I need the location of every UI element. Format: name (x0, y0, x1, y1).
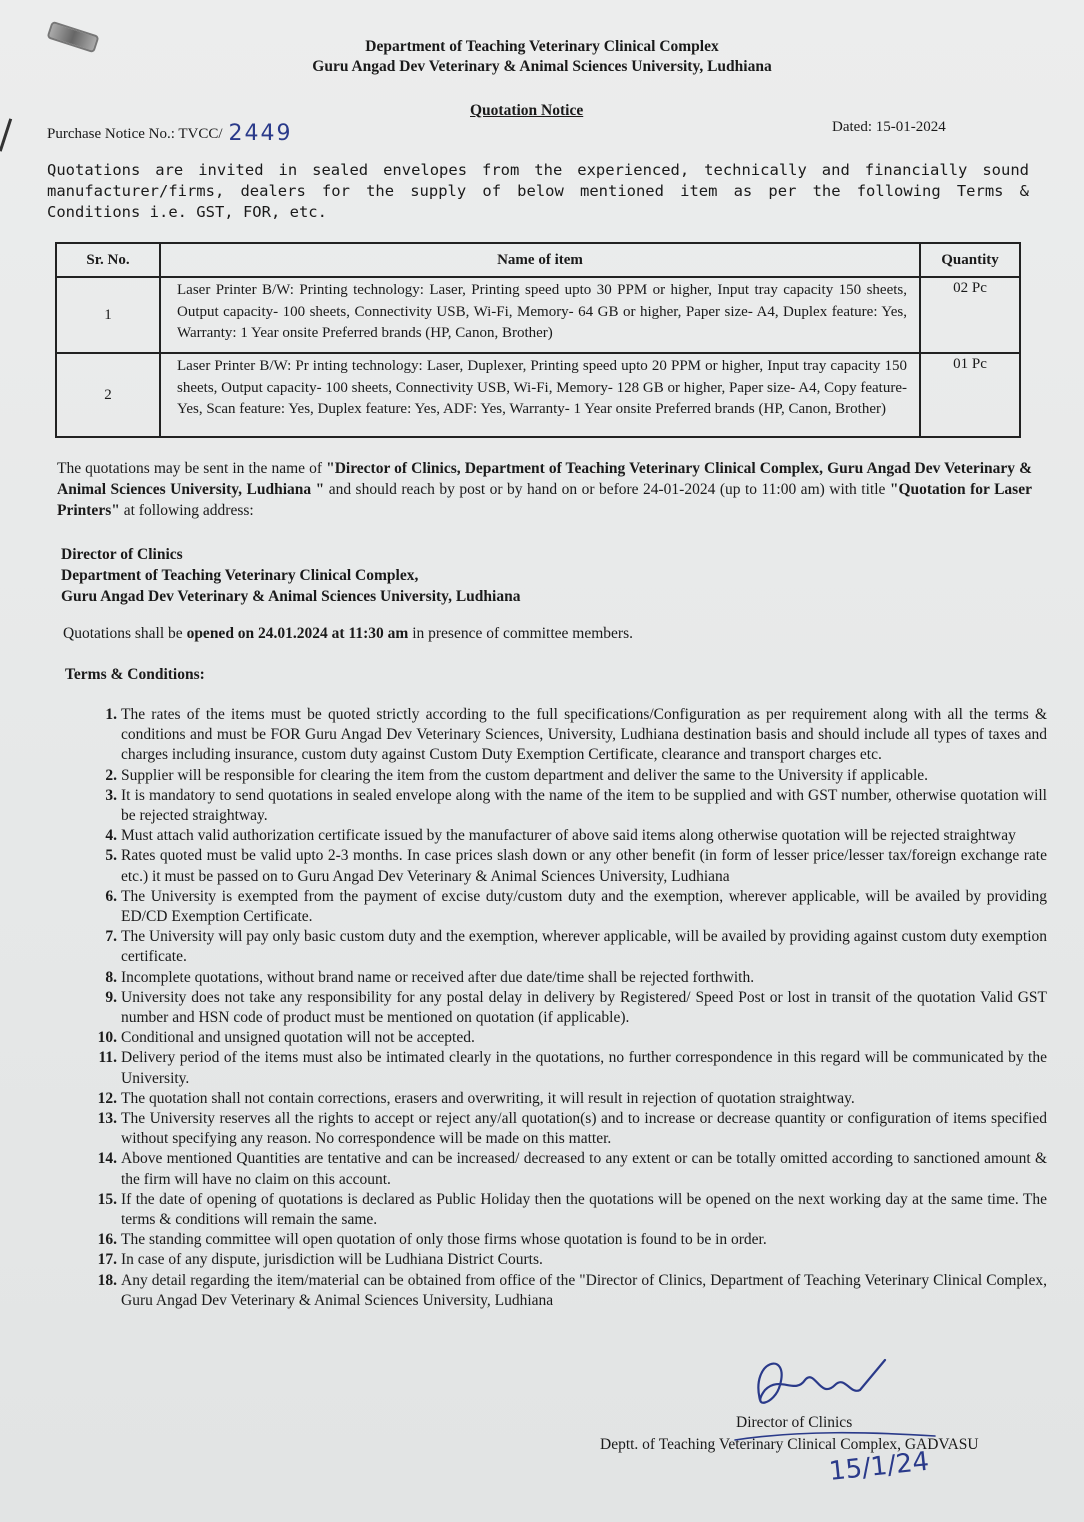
list-item (62, 826, 1047, 846)
term-text: The quotation shall not contain corrections, erasers and overwriting, it will result in rejection of quotation straightway. (121, 1089, 855, 1107)
list-item (62, 968, 1047, 988)
addressee-name: "Director of Clinics, Department of Teaching Veterinary Clinical Complex, Guru Angad Dev Veterinary & Animal Sciences University, Ludhiana " (57, 460, 1032, 498)
purchase-label: Purchase Notice No.: TVCC/ (47, 126, 223, 142)
intro-paragraph: Quotations are invited in sealed envelopes from the experienced, technically and financially sound manufacturer/firms, dealers for the supply of below mentioned item as per the following Terms & Conditions i.e. GST, FOR, etc. (47, 161, 1029, 221)
list-item (62, 846, 1047, 886)
term-number: 6. (105, 887, 117, 905)
term-number: 13. (97, 1110, 117, 1128)
term-text: Conditional and unsigned quotation will not be accepted. (121, 1029, 475, 1047)
term-number: 11. (98, 1049, 117, 1067)
term-number: 9. (105, 988, 117, 1006)
term-number: 8. (105, 968, 117, 986)
term-text: Delivery period of the items must also be intimated clearly in the quotations, no further correspondence in this regard will be communicated by the University. (121, 1049, 1047, 1087)
submission-paragraph (57, 458, 1032, 521)
para-text: and should reach by post or by hand on or before 24-01-2024 (up to 11:00 am) with title (324, 481, 890, 498)
term-number: 5. (105, 847, 117, 865)
list-item (62, 887, 1047, 927)
handwritten-notice-number: 2449 (228, 121, 293, 146)
term-text: University does not take any responsibility for any postal delay in delivery by Registered/ Speed Post or lost in transit of the quotation Valid GST number and HSN code of product must be mentioned on quotation (if applicable). (121, 988, 1047, 1027)
term-number: 15. (97, 1190, 117, 1208)
term-number: 10. (97, 1029, 117, 1047)
header-item-name: Name of item (160, 243, 920, 277)
items-table (55, 242, 1021, 438)
term-text: The rates of the items must be quoted strictly according to the full specifications/Configuration as per requirement along with all the terms & conditions and must be FOR Guru Angad Dev Veterinary Sciences, University, Ludhiana destination basis and should include all types of taxes and charges including insurance, custom duty against Custom Duty Exemption Certificate, clearance and transport charges etc. (121, 706, 1047, 764)
para-text: at following address: (119, 502, 254, 519)
term-number: 12. (97, 1089, 117, 1107)
notice-date: Dated: 15-01-2024 (832, 119, 946, 135)
signatory-block (600, 1412, 979, 1456)
notice-title: Quotation Notice (470, 102, 584, 119)
department-name: Department of Teaching Veterinary Clinical Complex (365, 38, 719, 55)
term-text: Supplier will be responsible for clearing the item from the custom department and deliver the same to the University if applicable. (121, 766, 929, 784)
term-number: 17. (97, 1251, 117, 1269)
term-text: Must attach valid authorization certificate issued by the manufacturer of above said items along otherwise quotation will be rejected straightway (121, 827, 1016, 845)
term-number: 2. (105, 766, 117, 784)
list-item (62, 927, 1047, 967)
opening-text: in presence of committee members. (408, 625, 633, 642)
term-number: 7. (105, 928, 117, 946)
term-text: Incomplete quotations, without brand name or received after due date/time shall be rejected forthwith. (121, 968, 755, 986)
row-sr-no: 1 (56, 277, 160, 353)
row-quantity: 02 Pc (920, 277, 1020, 353)
term-number: 1. (105, 706, 117, 723)
term-text: Above mentioned Quantities are tentative and can be increased/ decreased to any extent or can be totally omitted according to sanctioned amount & the firm will have no claim on this account. (121, 1150, 1047, 1188)
opening-notice (63, 625, 633, 643)
term-number: 3. (105, 786, 117, 804)
list-item (62, 1230, 1047, 1250)
term-text: If the date of opening of quotations is declared as Public Holiday then the quotations will be opened on the next working day at the same time. The terms & conditions will remain the same. (121, 1190, 1047, 1229)
term-text: It is mandatory to send quotations in sealed envelope along with the name of the item to be supplied and with GST number, otherwise quotation will be rejected straightway. (121, 786, 1047, 825)
term-text: Any detail regarding the item/material can be obtained from office of the "Director of Clinics, Department of Teaching Veterinary Clinical Complex, Guru Angad Dev Veterinary & Animal Sciences University, Ludhiana (121, 1271, 1047, 1309)
signatory-department: Deptt. of Teaching Veterinary Clinical Complex, GADVASU (600, 1436, 979, 1453)
list-item (62, 1089, 1047, 1109)
term-text: Rates quoted must be valid upto 2-3 months. In case prices slash down or any other benefit (in form of lesser price/lesser tax/foreign exchange rate etc.) it must be passed on to Guru Angad Dev Veterinary & Animal Sciences University, Ludhiana (121, 847, 1047, 885)
list-item (62, 1250, 1047, 1270)
address-line: Guru Angad Dev Veterinary & Animal Sciences University, Ludhiana (61, 588, 521, 605)
list-item (62, 1271, 1047, 1311)
table-row (56, 353, 1020, 437)
list-item (62, 786, 1047, 826)
signatory-title: Director of Clinics (736, 1414, 853, 1431)
handwritten-date: 15/1/24 (827, 1446, 931, 1487)
term-text: The standing committee will open quotation of only those firms whose quotation is found to be in order. (121, 1231, 767, 1249)
term-number: 16. (97, 1231, 117, 1249)
term-number: 14. (97, 1150, 117, 1168)
row-sr-no: 2 (56, 353, 160, 437)
list-item (62, 1149, 1047, 1189)
list-item (62, 766, 1047, 786)
table-header-row (56, 243, 1020, 277)
quotation-title: "Quotation for Laser Printers" (57, 481, 1032, 519)
terms-list (62, 705, 1047, 1311)
address-line: Department of Teaching Veterinary Clinical Complex, (61, 567, 419, 584)
term-text: The University is exempted from the payment of excise duty/custom duty and the exemption, wherever applicable, will be availed by providing ED/CD Exemption Certificate. (121, 887, 1047, 926)
list-item (62, 1028, 1047, 1048)
document-header (0, 37, 1084, 77)
term-number: 18. (97, 1271, 117, 1289)
row-item-name: Laser Printer B/W: Printing technology: Laser, Printing speed upto 30 PPM or higher, Input tray capacity 150 sheets, Output capacity- 100 sheets, Connectivity USB, Wi-Fi, Memory- 64 GB or higher, Paper size- A4, Duplex feature: Yes, Warranty: 1 Year onsite Preferred brands (HP, Canon, Brother) (160, 277, 920, 353)
opening-text: Quotations shall be (63, 625, 187, 642)
row-item-name: Laser Printer B/W: Pr inting technology: Laser, Duplexer, Printing speed upto 20 PPM or higher, Input tray capacity 150 sheets, Output capacity- 100 sheets, Connectivity USB, Wi-Fi, Memory- 128 GB or higher, Paper size- A4, Copy feature- Yes, Scan feature: Yes, Duplex feature: Yes, ADF: Yes, Warranty- 1 Year onsite Preferred brands (HP, Canon, Brother) (160, 353, 920, 437)
term-text: The University will pay only basic custom duty and the exemption, wherever applicable, will be availed by providing against custom duty exemption certificate. (121, 928, 1047, 966)
header-sr-no: Sr. No. (56, 243, 160, 277)
list-item (62, 1109, 1047, 1149)
row-quantity: 01 Pc (920, 353, 1020, 437)
university-name: Guru Angad Dev Veterinary & Animal Sciences University, Ludhiana (312, 58, 772, 75)
pen-mark (0, 118, 12, 151)
term-text: In case of any dispute, jurisdiction will be Ludhiana District Courts. (121, 1251, 543, 1269)
list-item (62, 1190, 1047, 1230)
table-row (56, 277, 1020, 353)
list-item (62, 988, 1047, 1028)
opening-datetime: opened on 24.01.2024 at 11:30 am (186, 625, 409, 642)
header-quantity: Quantity (920, 243, 1020, 277)
para-text: The quotations may be sent in the name of (57, 460, 327, 477)
address-line: Director of Clinics (61, 546, 183, 563)
term-number: 4. (105, 827, 117, 845)
term-text: The University reserves all the rights to accept or reject any/all quotation(s) and to increase or decrease quantity or configuration of items specified without specifying any reason. No correspondence will be made on this matter. (121, 1110, 1047, 1148)
terms-heading: Terms & Conditions: (65, 666, 205, 683)
list-item (62, 1048, 1047, 1088)
purchase-notice-number (47, 119, 293, 144)
list-item (62, 705, 1047, 766)
postal-address (61, 544, 520, 607)
